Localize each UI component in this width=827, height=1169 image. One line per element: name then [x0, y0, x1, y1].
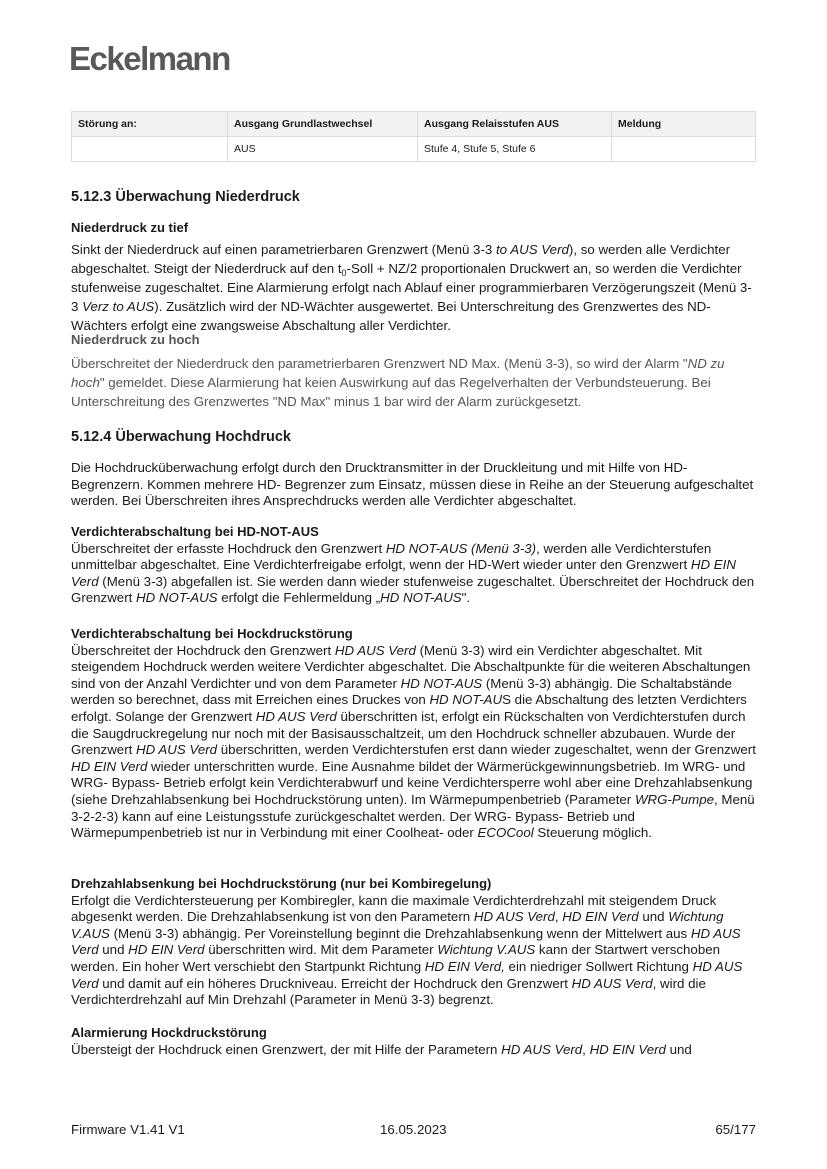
text-run: Übersteigt der Hochdruck einen Grenzwert, der mit Hilfe der Parametern	[71, 1041, 502, 1057]
block-heading: Verdichterabschaltung bei HD-NOT-AUS	[71, 524, 319, 539]
parameter-name: HD EIN Verd	[71, 758, 148, 774]
parameter-name: HD AUS Verd	[501, 1041, 583, 1057]
parameter-name: HD EIN Verd	[562, 909, 639, 925]
fault-table	[71, 111, 756, 162]
parameter-name: WRG-Pumpe	[634, 791, 714, 807]
text-run: (Menü 3-3) abhängig. Per Voreinstellung beginnt die Drehzahlabsenkung wenn der Mittelwert aus	[109, 925, 691, 941]
text-run: und	[98, 942, 129, 958]
table-header: Ausgang Relaisstufen AUS	[418, 112, 612, 137]
text-run: kann der Startwert verschoben werden. Ein hoher Wert verschiebt den Startpunkt Richtung	[71, 942, 721, 974]
parameter-name: HD EIN Verd	[71, 557, 736, 589]
text-run: ein niedriger Sollwert Richtung	[504, 958, 693, 974]
parameter-name: Wichtung V.AUS	[437, 942, 536, 958]
text-run: ), so werden alle Verdichter abgeschaltet. Steigt der Niederdruck auf den t	[71, 242, 731, 276]
block-heading: Drehzahlabsenkung bei Hochdruckstörung (nur bei Kombiregelung)	[71, 876, 492, 891]
table-cell: Stufe 4, Stufe 5, Stufe 6	[418, 137, 612, 162]
text-run: Überschreitet der Niederdruck den parametrierbaren Grenzwert ND Max. (Menü 3-3), so wird der Alarm "	[71, 356, 688, 371]
text-run: (Menü 3-3) abhängig. Die Schaltabstände werden so berechnet, dass mit Erreichen eines Druckes von	[71, 675, 733, 708]
subheading-niederdruck-zu-hoch: Niederdruck zu hoch	[71, 332, 200, 347]
text-run: Überschreitet der erfasste Hochdruck den Grenzwert	[71, 540, 386, 556]
table-header-row	[72, 112, 756, 137]
parameter-name: HD AUS Verd	[473, 909, 555, 925]
parameter-name: HD EIN Verd,	[424, 958, 505, 974]
block-heading: Alarmierung Hockdruckstörung	[71, 1025, 267, 1040]
block-hd-not-aus	[71, 524, 757, 607]
table-cell: AUS	[228, 137, 418, 162]
parameter-name: HD EIN Verd	[128, 942, 205, 958]
text-run: Steuerung möglich.	[533, 825, 652, 841]
parameter-name: HD AUS Verd	[571, 975, 653, 991]
text-run: erfolgt die Fehlermeldung „	[217, 590, 381, 606]
parameter-name: ECOCool	[477, 825, 534, 841]
footer-page-number: 65/177	[715, 1122, 756, 1137]
text-run: 0	[341, 268, 347, 278]
table-header: Meldung	[612, 112, 756, 137]
paragraph-niederdruck-zu-tief	[71, 240, 757, 335]
text-run: , wird die Verdichterdrehzahl auf Min Drehzahl (Parameter in Menü 3-3) begrenzt.	[71, 975, 706, 1008]
footer-firmware: Firmware V1.41 V1	[71, 1122, 185, 1137]
text-run: -Soll + NZ/2 proportionalen Druckwert an, so werden die Verdichter stufenweise zugeschaltet. Eine Alarmierung erfolgt nach Ablauf einer programmierbaren Verzögerungszeit (Menü 3-3	[71, 261, 752, 314]
block-drehzahlabsenkung	[71, 876, 757, 1009]
text-run: (Menü 3-3) abgefallen ist. Sie werden dann wieder stufenweise zugeschaltet. Überschreitet der Hochdruck den Grenzwert	[71, 573, 755, 606]
block-heading: Verdichterabschaltung bei Hockdruckstörung	[71, 626, 353, 641]
table-cell	[612, 137, 756, 162]
text-run: S die Abschaltung des letzten Verdichters erfolgt. Solange der Grenzwert	[71, 692, 747, 724]
text-run: , Menü 3-2-2-3) kann auf eine Leistungsstufe zurückgeschaltet werden. Der WRG- Bypass- Betrieb und Wärmepumpenbetrieb ist nur in Verbindung mit einer Coolheat- oder	[71, 791, 755, 841]
block-hochdruckstoerung	[71, 626, 757, 842]
text-run: Überschreitet der Hochdruck den Grenzwert	[71, 642, 335, 658]
parameter-name: HD NOT-AUS	[136, 590, 218, 606]
parameter-name: Verz to AUS	[82, 299, 155, 314]
text-run: Sinkt der Niederdruck auf einen parametrierbaren Grenzwert (Menü 3-3	[71, 242, 496, 257]
parameter-name: HD NOT-AUS (Menü 3-3)	[385, 540, 537, 556]
text-run: " gemeldet. Diese Alarmierung hat keien Auswirkung auf das Regelverhalten der Verbundsteuerung. Bei Unterschreitung des Grenzwertes "ND Max" minus 1 bar wird der Alarm zurückgesetzt.	[71, 375, 711, 409]
parameter-name: HD AUS Verd	[255, 708, 337, 724]
text-run: und damit auf ein höheres Druckniveau. Erreicht der Hochdruck den Grenzwert	[98, 975, 572, 991]
text-run: und	[665, 1041, 692, 1057]
text-run: Erfolgt die Verdichtersteuerung per Kombiregler, kann die maximale Verdichterdrehzahl mit steigendem Druck abgesenkt werden. Die Drehzahlabsenkung ist von den Parametern	[71, 892, 717, 925]
text-run: überschritten ist, erfolgt ein Rückschalten von Verdichterstufen durch die Saugdruckregelung nur noch mit der Basisausschaltzeit, um den Hochdruck schneller abzubauen. Wurde der Grenzwert	[71, 708, 746, 758]
text-run: ). Zusätzlich wird der ND-Wächter ausgewertet. Bei Unterschreitung des Grenzwertes des ND-Wächters erfolgt eine zwangsweise Abschaltung aller Verdichter.	[71, 299, 711, 333]
parameter-name: HD AUS Verd	[71, 958, 743, 991]
block-alarmierung	[71, 1025, 757, 1058]
table-row	[72, 137, 756, 162]
text-run: ,	[582, 1041, 590, 1057]
paragraph-hochdruck-intro	[71, 460, 757, 510]
parameter-name: HD AUS Verd	[71, 925, 741, 958]
parameter-name: HD EIN Verd	[589, 1041, 666, 1057]
subheading-niederdruck-zu-tief: Niederdruck zu tief	[71, 220, 189, 235]
parameter-name: to AUS Verd	[495, 242, 569, 257]
parameter-name: HD AUS Verd	[136, 742, 218, 758]
parameter-name: HD NOT-AU	[429, 692, 503, 708]
eckelmann-logo: Eckelmann	[69, 40, 230, 77]
text-run: wieder unterschritten wurde. Eine Ausnahme bildet der Wärmerückgewinnungsbetrieb. Im WRG- und WRG- Bypass- Betrieb erfolgt kein Verdichterabwurf und keine Verdichtersperre wohl aber eine Drehzahlabsenkung (siehe Drehzahlabsenkung bei Hochdruckstörung unten). Im Wärmepumpenbetrieb (Parameter	[71, 758, 753, 807]
text-run: überschritten, werden Verdichterstufen erst dann wieder zugeschaltet, wenn der Grenzwert	[217, 742, 756, 758]
parameter-name: HD AUS Verd	[334, 642, 416, 658]
parameter-name: HD NOT-AUS	[380, 590, 462, 606]
text-run: (Menü 3-3) wird ein Verdichter abgeschaltet. Mit steigendem Hochdruck werden weitere Verdichter abgeschaltet. Die Abschaltpunkte für die weiteren Abschaltungen sind von der Anzahl Verdichter und von dem Parameter	[71, 642, 751, 691]
text-run: ,	[554, 909, 563, 925]
text-run: , werden alle Verdichterstufen unmittelbar abgeschaltet. Eine Verdichterfreigabe erfolgt, wenn der HD-Wert wieder unter den Grenzwert	[71, 540, 712, 573]
table-header: Störung an:	[72, 112, 228, 137]
parameter-name: ND zu hoch	[71, 356, 725, 390]
parameter-name: Wichtung V.AUS	[71, 909, 724, 941]
footer-date: 16.05.2023	[380, 1122, 447, 1137]
text-run: Die Hochdrucküberwachung erfolgt durch den Drucktransmitter in der Druckleitung und mit Hilfe von HD-Begrenzern. Kommen mehrere HD- Begrenzer zum Einsatz, müssen diese in Reihe an der Steuerung aufgeschaltet werden. Bei Überschreiten ihres Ansprechdrucks werden alle Verdichter abgeschaltet.	[71, 460, 754, 509]
section-title-hochdruck: 5.12.4 Überwachung Hochdruck	[71, 429, 291, 445]
text-run: überschritten wird. Mit dem Parameter	[204, 942, 438, 958]
table-header: Ausgang Grundlastwechsel	[228, 112, 418, 137]
parameter-name: HD NOT-AUS	[400, 675, 483, 691]
table-cell	[72, 137, 228, 162]
text-run: ".	[461, 590, 471, 606]
section-title-niederdruck: 5.12.3 Überwachung Niederdruck	[71, 189, 300, 205]
paragraph-niederdruck-zu-hoch	[71, 354, 757, 411]
text-run: und	[638, 909, 669, 925]
